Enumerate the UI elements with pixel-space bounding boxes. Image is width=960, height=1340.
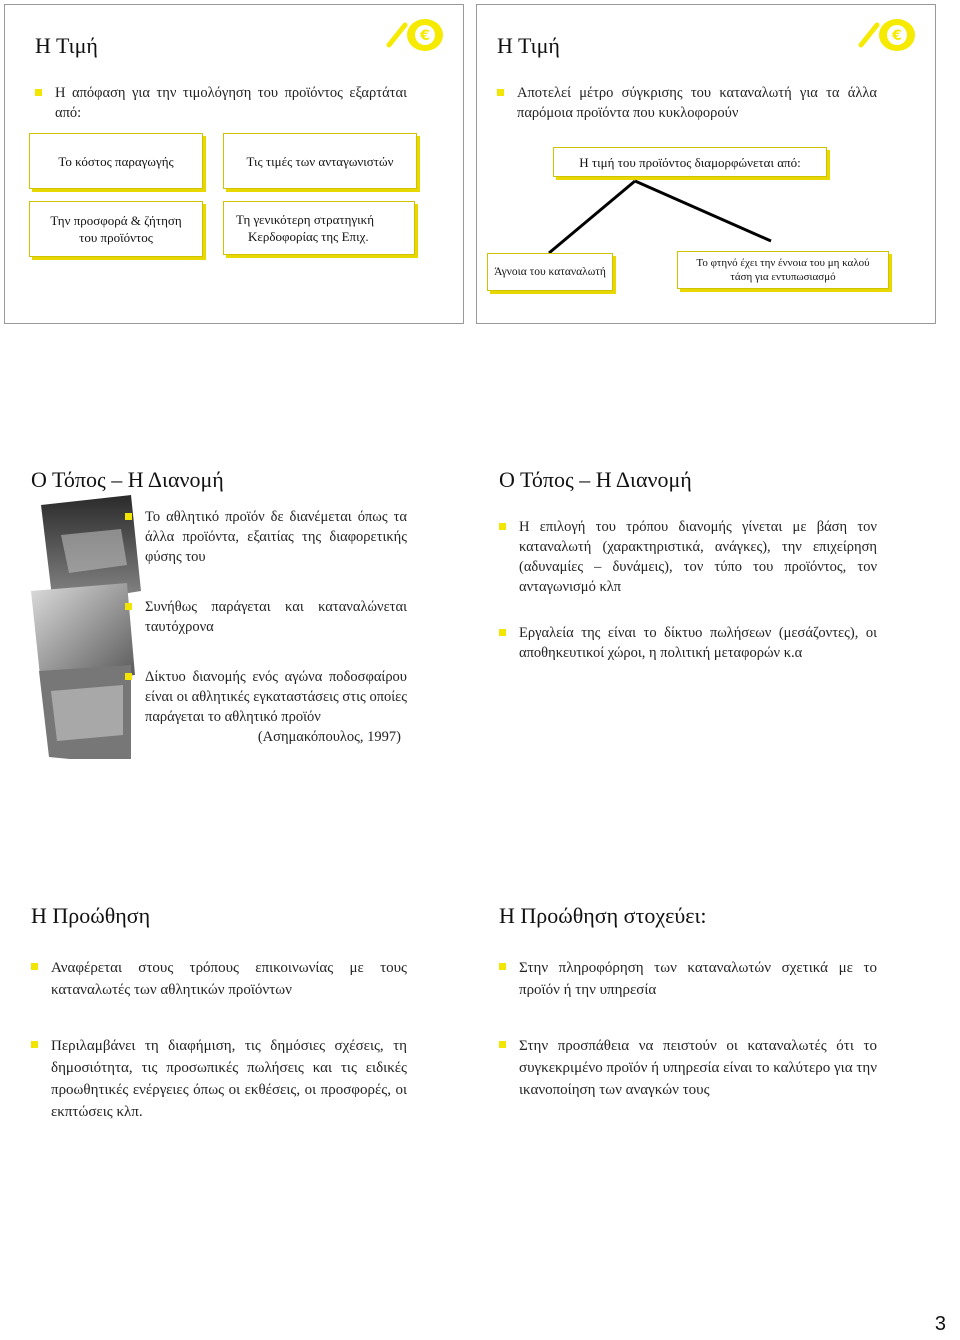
bullet-item: Το αθλητικό προϊόν δε διανέμεται όπως τα άλλα προϊόντα, εξαιτίας της διαφορετικής φύσης του: [125, 507, 407, 567]
box-cheap-meaning: [677, 251, 889, 289]
bullet-text: Δίκτυο διανομής ενός αγώνα ποδοσφαίρου είναι οι αθλητικές εγκαταστάσεις στις οποίες παράγεται το αθλητικό προϊόν: [145, 669, 407, 725]
bullet-item: Στην πληροφόρηση των καταναλωτών σχετικά με το προϊόν ή την υπηρεσία: [499, 957, 877, 1001]
slide-promotion-1: [4, 876, 464, 1196]
svg-text:€: €: [892, 28, 902, 44]
bullet-item: Αποτελεί μέτρο σύγκρισης του καταναλωτή για τα άλλα παρόμοια προϊόντα που κυκλοφορούν: [497, 83, 877, 123]
slide-title: Η Προώθηση στοχεύει:: [499, 903, 707, 928]
bullet-item: Εργαλεία της είναι το δίκτυο πωλήσεων (μεσάζοντες), οι αποθηκευτικοί χώροι, η πολιτική μεταφορών κ.α: [499, 623, 877, 663]
slide-pricing-1: [4, 4, 464, 324]
bullet-item: Περιλαμβάνει τη διαφήμιση, τις δημόσιες σχέσεις, τη δημοσιότητα, τις προσωπικές πωλήσεις και τις ειδικές προωθητικές ενέργειες όπως οι εκθέσεις, οι προσφορές, οι εκπτώσεις κλπ.: [31, 1035, 407, 1123]
bullet-item: Η απόφαση για την τιμολόγηση του προϊόντος εξαρτάται από:: [35, 83, 407, 123]
slide-title: Ο Τόπος – Η Διανομή: [31, 467, 224, 492]
box-label: Άγνοια του καταναλωτή: [494, 265, 606, 278]
box-label: Η τιμή του προϊόντος διαμορφώνεται από:: [579, 154, 801, 170]
page-number: 3: [934, 1313, 946, 1335]
box-consumer-ignorance: [487, 253, 613, 291]
box-label-line: τάση για εντυπωσιασμό: [730, 271, 836, 283]
slide-distribution-1: [4, 440, 464, 760]
bullet-item: Η επιλογή του τρόπου διανομής γίνεται με βάση τον καταναλωτή (χαρακτηριστικά, ανάγκες), την επιχείρηση (αδυναμίες – δυνάμεις), τον τύπο του προϊόντος, τον ανταγωνισμό κλπ: [499, 517, 877, 597]
box-label: Το κόστος παραγωγής: [58, 153, 174, 169]
euro-coin-icon: [383, 13, 449, 57]
slide-pricing-2: [476, 4, 936, 324]
bullet-item: [125, 667, 407, 747]
svg-text:€: €: [420, 28, 430, 44]
bullet-item: Στην προσπάθεια να πειστούν οι καταναλωτές ότι το συγκεκριμένο προϊόν ή υπηρεσία είναι το καλύτερο για την ικανοποίηση των αναγκών τους: [499, 1035, 877, 1101]
slide-title: Η Τιμή: [35, 33, 98, 58]
citation: (Ασημακόπουλος, 1997): [257, 729, 401, 745]
box-label: Τις τιμές των ανταγωνιστών: [246, 153, 394, 169]
box-label-line: του προϊόντος: [79, 230, 153, 245]
bullet-item: Συνήθως παράγεται και καταναλώνεται ταυτόχρονα: [125, 597, 407, 637]
box-label-line: Την προσφορά & ζήτηση: [50, 213, 182, 228]
slide-title: Η Τιμή: [497, 33, 560, 58]
slide-promotion-2: [476, 876, 936, 1196]
box-label-line: Κερδοφορίας της Επιχ.: [248, 229, 369, 244]
box-profit-strategy: [223, 201, 415, 255]
box-competitor-prices: [223, 133, 417, 189]
box-label-line: Το φτηνό έχει την έννοια του μη καλού: [696, 257, 870, 269]
bullet-item: Αναφέρεται στους τρόπους επικοινωνίας με τους καταναλωτές των αθλητικών προϊόντων: [31, 957, 407, 1001]
box-label-line: Τη γενικότερη στρατηγική: [236, 212, 374, 227]
box-supply-demand: [29, 201, 203, 257]
slide-title: Η Προώθηση: [31, 903, 151, 928]
slide-distribution-2: [476, 440, 936, 760]
slide-title: Ο Τόπος – Η Διανομή: [499, 467, 692, 492]
box-production-cost: [29, 133, 203, 189]
